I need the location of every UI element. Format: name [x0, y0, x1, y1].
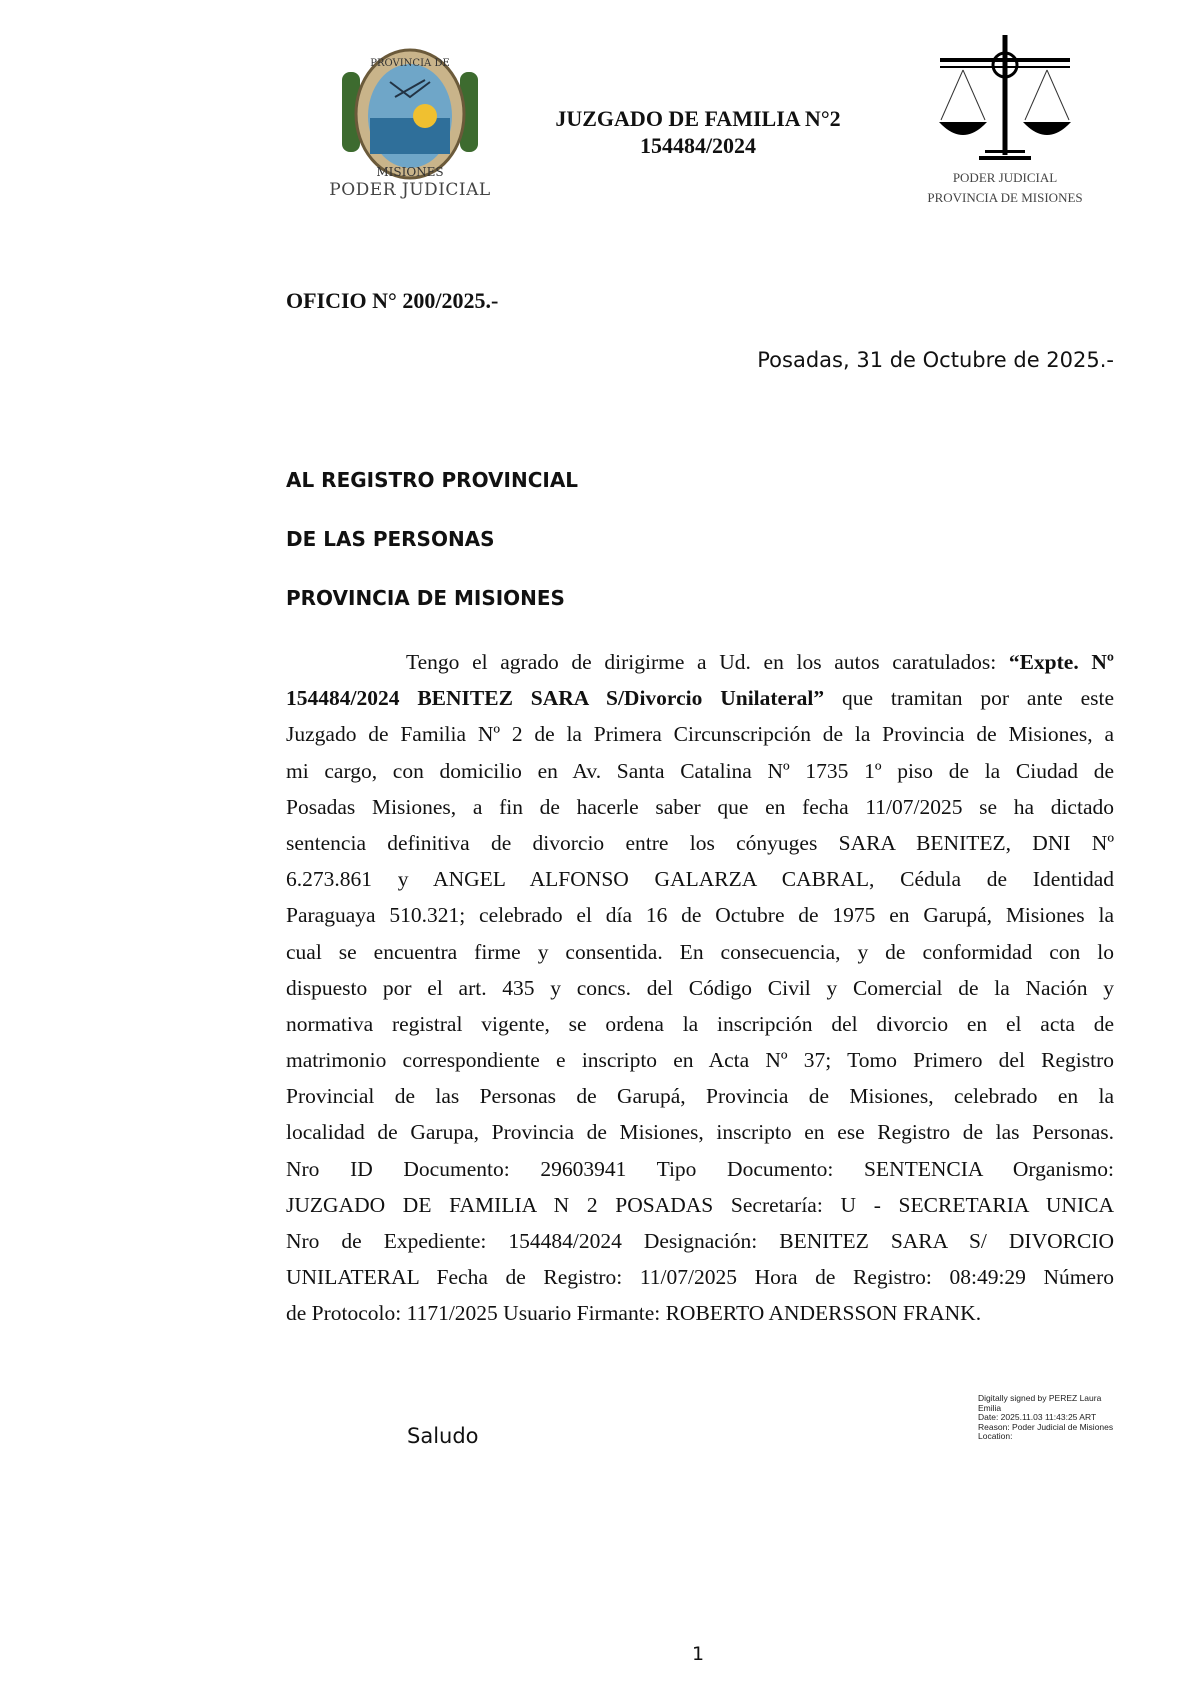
- body-line: Nro de Expediente: 154484/2024 Designación: BENITEZ SARA S/ DIVORCIO: [286, 1229, 1114, 1253]
- body-line: Paraguaya 510.321; celebrado el día 16 de Octubre de 1975 en Garupá, Misiones la: [286, 903, 1114, 928]
- body-text: Tengo el agrado de dirigirme a Ud. en los autos caratulados:: [406, 650, 1009, 674]
- body-line: Nro ID Documento: 29603941 Tipo Documento: SENTENCIA Organismo:: [286, 1156, 1114, 1181]
- court-name: JUZGADO DE FAMILIA N°2: [555, 106, 841, 131]
- body-line: sentencia definitiva de divorcio entre los cónyuges SARA BENITEZ, DNI Nº: [286, 830, 1114, 855]
- body-line: Posadas Misiones, a fin de hacerle saber que en fecha 11/07/2025 se ha dictado: [286, 794, 1114, 819]
- body-line: JUZGADO DE FAMILIA N 2 POSADAS Secretaría: U - SECRETARIA UNICA: [286, 1192, 1114, 1217]
- signature-line: Emilia: [978, 1402, 1002, 1413]
- case-caption-bold: “Expte. Nº: [1008, 650, 1115, 674]
- body-line: Juzgado de Familia Nº 2 de la Primera Circunscripción de la Provincia de Misiones, a: [286, 722, 1114, 747]
- body-line: dispuesto por el art. 435 y concs. del Código Civil y Comercial de la Nación y: [286, 975, 1114, 1000]
- body-line: 6.273.861 y ANGEL ALFONSO GALARZA CABRAL, Cédula de Identidad: [286, 867, 1114, 892]
- signature-line: Date: 2025.11.03 11:43:25 ART: [978, 1412, 1097, 1422]
- seal-bottom-text: MISIONES: [376, 165, 444, 179]
- page-number: 1: [692, 1643, 705, 1665]
- seal-top-text: PROVINCIA DE: [370, 58, 450, 69]
- seal-emblem-icon: [330, 42, 490, 182]
- body-paragraph: [286, 644, 1114, 1332]
- addressee-line-2: DE LAS PERSONAS: [286, 527, 495, 551]
- court-header: [480, 105, 916, 159]
- body-line: cual se encuentra firme y consentida. En consecuencia, y de conformidad con lo: [286, 939, 1114, 964]
- left-logo-caption: PODER JUDICIAL: [329, 180, 491, 200]
- closing-salutation: Saludo: [407, 1424, 479, 1448]
- body-line: Provincial de las Personas de Garupá, Provincia de Misiones, celebrado en la: [286, 1084, 1114, 1109]
- right-logo-caption-2: PROVINCIA DE MISIONES: [927, 190, 1083, 205]
- provincia-misiones-seal-logo: [330, 42, 490, 212]
- signature-line: Reason: Poder Judicial de Misiones: [978, 1421, 1114, 1432]
- case-caption-bold: 154484/2024 BENITEZ SARA S/Divorcio Unilateral”: [286, 686, 825, 711]
- addressee-line-3: PROVINCIA DE MISIONES: [286, 586, 565, 610]
- oficio-number: OFICIO N° 200/2025.-: [286, 288, 499, 313]
- body-line: normativa registral vigente, se ordena la inscripción del divorcio en el acta de: [286, 1011, 1114, 1036]
- body-line: matrimonio correspondiente e inscripto en Acta Nº 37; Tomo Primero del Registro: [286, 1048, 1114, 1073]
- body-line: UNILATERAL Fecha de Registro: 11/07/2025 Hora de Registro: 08:49:29 Número: [286, 1265, 1114, 1290]
- poder-judicial-scales-logo: [905, 30, 1105, 210]
- scales-of-justice-icon: [905, 30, 1105, 170]
- body-line: de Protocolo: 1171/2025 Usuario Firmante: ROBERTO ANDERSSON FRANK.: [286, 1301, 982, 1326]
- signature-line: Digitally signed by PEREZ Laura: [978, 1393, 1102, 1403]
- digital-signature-block[interactable]: [978, 1394, 1113, 1442]
- body-line: localidad de Garupa, Provincia de Misiones, inscripto en ese Registro de las Personas.: [286, 1120, 1114, 1145]
- case-number: 154484/2024: [639, 133, 757, 158]
- right-logo-caption-1: PODER JUDICIAL: [952, 170, 1058, 185]
- date-line: Posadas, 31 de Octubre de 2025.-: [757, 348, 1114, 372]
- body-text: que tramitan por ante este: [824, 686, 1115, 711]
- body-line: mi cargo, con domicilio en Av. Santa Catalina Nº 1735 1º piso de la Ciudad de: [286, 758, 1114, 783]
- signature-line: Location:: [978, 1431, 1013, 1441]
- body-line: [286, 680, 1114, 716]
- addressee-line-1: AL REGISTRO PROVINCIAL: [286, 468, 579, 492]
- body-line: [286, 644, 1114, 680]
